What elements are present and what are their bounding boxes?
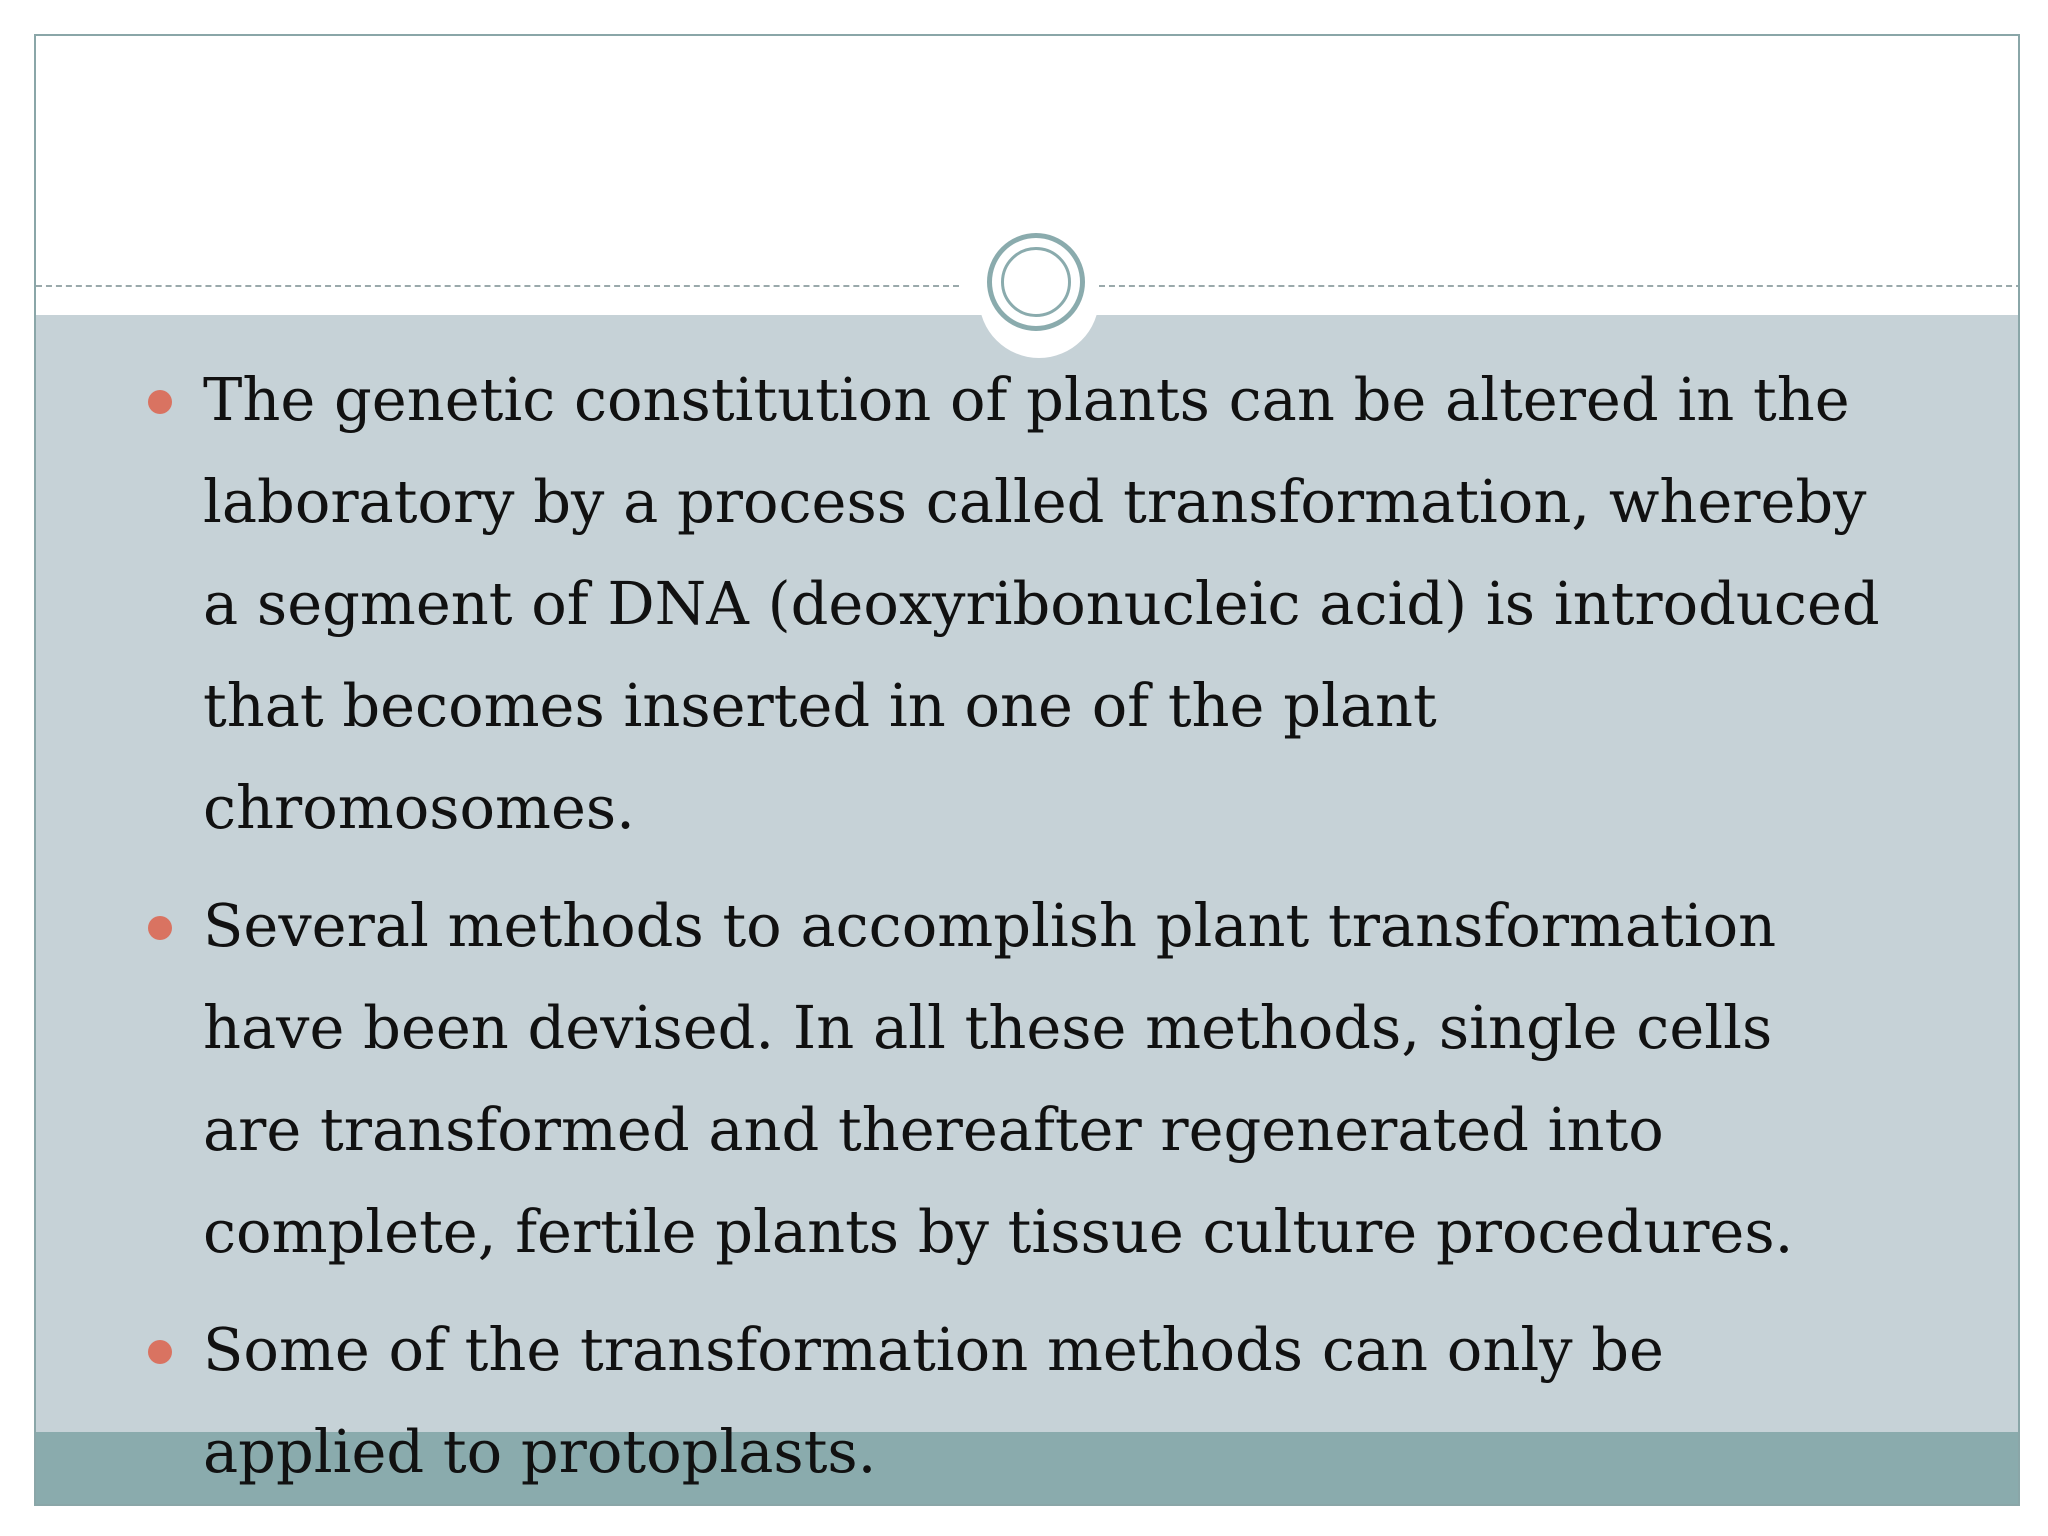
double-ring-icon — [987, 233, 1085, 331]
dot-icon — [148, 916, 172, 940]
dot-icon — [148, 1340, 172, 1364]
bullet-list — [36, 349, 1936, 1506]
bullet-text: Several methods to accomplish plant transformation have been devised. In all these methods, single cells are transformed and thereafter regenerated into complete, fertile plants by tissue culture procedures. — [203, 891, 1794, 1266]
bullet-text: Some of the transformation methods can only be applied to protoplasts. — [203, 1315, 1664, 1486]
header-divider-right — [1099, 285, 2020, 287]
bullet-item — [36, 349, 1936, 859]
bullet-item — [36, 1299, 1936, 1503]
bullet-text: The genetic constitution of plants can be altered in the laboratory by a process called transformation, whereby a segment of DNA (deoxyribonucleic acid) is introduced that becomes inserted in one of the plant chromosomes. — [203, 365, 1880, 842]
inner-ring — [1001, 247, 1071, 317]
header-divider-left — [36, 285, 959, 287]
bullet-item — [36, 875, 1936, 1283]
dot-icon — [148, 390, 172, 414]
slide — [34, 34, 2020, 1506]
